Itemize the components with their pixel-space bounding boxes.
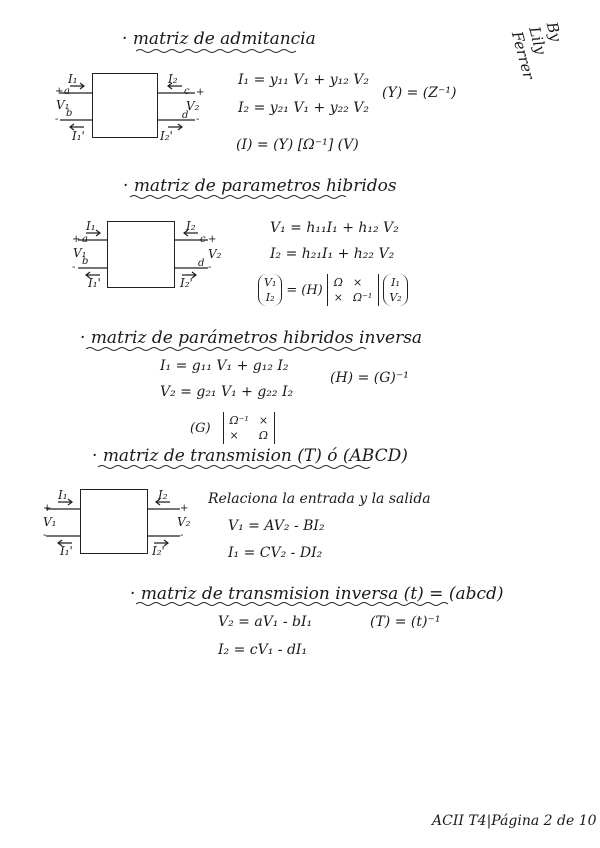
label-v2: V₂ [177,515,191,529]
vector-cell: V₁ [264,276,277,289]
node-c: c [184,86,190,97]
section-title-text: matriz de parametros hibridos [133,176,397,196]
eq-admittance-1: I₁ = y₁₁ V₁ + y₁₂ V₂ [238,72,370,88]
minus-sign: - [208,262,212,273]
rel-y-z: (Y) = (Z⁻¹) [382,85,457,101]
label-i1: I₁ [86,219,96,233]
matrix-cell: × [333,291,343,304]
label-v1: V₁ [43,515,57,529]
minus-sign: - [55,114,59,125]
node-d: d [198,258,205,269]
section-hybrid-title: · matriz de parametros hibridos [123,176,397,196]
units-matrix [223,412,276,444]
plus-sign: + [43,503,52,514]
label-v2: V₂ [208,247,222,261]
matrix-cell: Ω⁻¹ [229,414,249,427]
hybrid-matrix-equation [258,274,408,306]
matrix-cell: Ω [333,276,343,289]
author-signature: By Lily Ferrer [507,20,566,82]
label-i2-prime: I₂' [160,129,173,143]
vector-cell: I₂ [265,291,275,304]
label-i1-prime: I₁' [60,544,73,558]
label-i1: I₁ [68,72,78,86]
matrix-cell: × [258,414,269,427]
label-i2-prime: I₂' [152,544,165,558]
node-c: c [200,234,206,245]
minus-sign: - [180,530,184,541]
section-title-text: matriz de parámetros hibridos inversa [90,328,423,348]
plus-sign: + [196,87,205,98]
plus-sign: + [72,234,81,245]
eq-inverse-transmission-2: I₂ = cV₁ - dI₁ [218,642,308,658]
vector-cell: V₂ [389,291,402,304]
transmission-description: Relaciona la entrada y la salida [208,491,431,507]
two-port-network-box [92,73,158,138]
section-title-text: matriz de transmision (T) ó (ABCD) [102,446,408,466]
matrix-g-label: (G) [190,420,211,436]
section-inverse-hybrid-title: · matriz de parámetros hibridos inversa [80,328,423,348]
equals-sign: = [286,282,298,298]
label-i2: I₂ [186,219,196,233]
plus-sign: + [55,86,64,97]
matrix-cell: Ω⁻¹ [352,291,373,304]
node-a: a [82,234,88,245]
node-a: a [64,86,70,97]
matrix-h-label: (H) [301,282,323,298]
section-title-text: matriz de admitancia [132,29,316,49]
two-port-network-box [80,489,148,554]
label-i2: I₂ [158,488,168,502]
lhs-vector [258,274,282,306]
units-matrix [327,274,380,306]
plus-sign: + [180,503,189,514]
section-transmission-title: · matriz de transmision (T) ó (ABCD) [92,446,408,466]
vector-cell: I₁ [391,276,400,289]
matrix-cell: Ω [258,429,268,442]
matrix-cell: × [229,429,239,442]
eq-inverse-hybrid-2: V₂ = g₂₁ V₁ + g₂₂ I₂ [160,384,294,400]
plus-sign: + [208,234,217,245]
label-i2: I₂ [168,72,178,86]
rhs-vector [383,274,407,306]
eq-inverse-transmission-1: V₂ = aV₁ - bI₁ [218,614,313,630]
eq-transmission-1: V₁ = AV₂ - BI₂ [228,518,325,534]
node-d: d [182,110,189,121]
eq-transmission-2: I₁ = CV₂ - DI₂ [228,545,323,561]
label-i1-prime: I₁' [72,129,85,143]
label-v1: V₁ [73,246,87,260]
eq-inverse-hybrid-1: I₁ = g₁₁ V₁ + g₁₂ I₂ [160,358,289,374]
eq-hybrid-1: V₁ = h₁₁I₁ + h₁₂ V₂ [270,220,399,236]
section-title-text: matriz de transmision inversa (t) = (abcd) [140,584,504,604]
g-units-matrix-equation [190,412,275,444]
rel-t-t: (T) = (t)⁻¹ [370,614,441,630]
minus-sign: - [196,114,200,125]
node-b: b [66,108,73,119]
eq-admittance-2: I₂ = y₂₁ V₁ + y₂₂ V₂ [238,100,370,116]
matrix-cell: × [352,276,363,289]
minus-sign: - [72,262,76,273]
node-b: b [82,256,89,267]
label-v1: V₁ [56,98,70,112]
section-admittance-title: · matriz de admitancia [122,29,316,49]
eq-admittance-matrix: (I) = (Y) [Ω⁻¹] (V) [236,137,359,153]
label-i2-prime: I₂' [180,276,193,290]
minus-sign: - [43,530,47,541]
two-port-network-box [107,221,175,288]
eq-hybrid-2: I₂ = h₂₁I₁ + h₂₂ V₂ [270,246,395,262]
section-inverse-transmission-title: · matriz de transmision inversa (t) = (abcd) [130,584,504,604]
label-i1: I₁ [58,488,68,502]
page-footer: ACII T4|Página 2 de 10 [432,813,597,829]
label-v2: V₂ [186,99,200,113]
rel-h-g: (H) = (G)⁻¹ [330,370,409,386]
label-i1-prime: I₁' [88,276,101,290]
